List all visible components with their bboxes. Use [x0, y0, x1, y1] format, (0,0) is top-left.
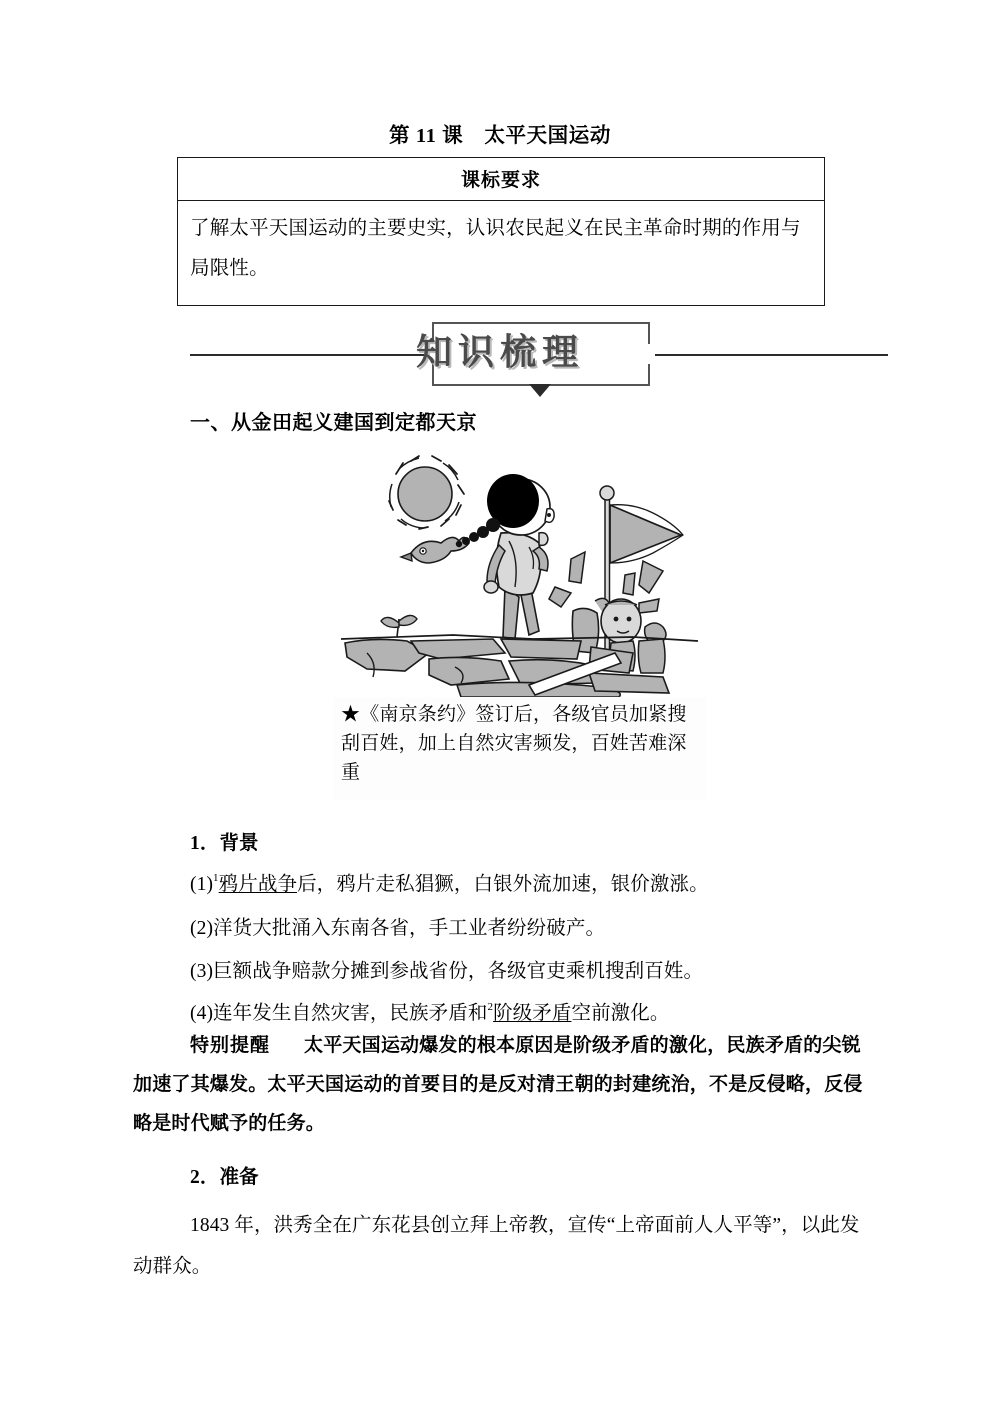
standard-requirement-body: 了解太平天国运动的主要史实，认识农民起义在民主革命时期的作用与局限性。	[190, 218, 801, 279]
taiping-cartoon-illustration	[333, 447, 706, 697]
item-2-rest: 洋货大批涌入东南各省，手工业者纷纷破产。	[213, 918, 606, 939]
preparation-paragraph	[133, 1205, 873, 1287]
item-4-mark: 2	[487, 1000, 494, 1013]
item-3-label: (3)	[190, 961, 214, 982]
item-4-underlined: 阶级矛盾	[493, 1003, 572, 1024]
item-1-underlined: 鸦片战争	[218, 874, 298, 895]
standard-requirement-box	[177, 157, 825, 306]
preparation-text: 1843 年，洪秀全在广东花县创立拜上帝教，宣传“上帝面前人人平等”，以此发动群众。	[133, 1215, 860, 1277]
triangle-down-icon	[529, 384, 551, 397]
item-4-label: (4)	[190, 1003, 214, 1024]
background-item-2	[190, 912, 870, 940]
standard-requirement-header: 课标要求	[178, 158, 824, 201]
page-title: 第 11 课 太平天国运动	[389, 125, 611, 147]
background-subhead: 1．背景	[190, 833, 259, 854]
item-3-rest: 巨额战争赔款分摊到参战省份，各级官吏乘机搜刮百姓。	[213, 961, 704, 982]
item-1-mark: 1	[213, 871, 219, 884]
background-item-4	[190, 997, 870, 1025]
item-1-label: (1)	[190, 874, 214, 895]
figure-container	[333, 447, 706, 800]
figure-caption: ★《南京条约》签订后，各级官员加紧搜刮百姓，加上自然灾害频发，百姓苦难深重	[341, 704, 687, 783]
preparation-subhead-wrap	[190, 1161, 870, 1189]
special-tip-label: 特别提醒	[190, 1034, 271, 1056]
section-heading-one: 一、从金田起义建国到定都天京	[190, 412, 477, 434]
background-item-3	[190, 955, 870, 983]
special-tip-block	[133, 1026, 873, 1143]
special-tip-text: 太平天国运动爆发的根本原因是阶级矛盾的激化，民族矛盾的尖锐加速了其爆发。太平天国运动的首要目的是反对清王朝的封建统治，不是反侵略，反侵略是时代赋予的任务。	[133, 1035, 863, 1134]
preparation-subhead: 2．准备	[190, 1167, 259, 1188]
background-subhead-wrap	[190, 827, 870, 855]
banner-label: 知识梳理	[415, 332, 584, 373]
item-4-rest: 空前激化。	[571, 1003, 670, 1024]
background-item-1	[190, 868, 870, 896]
item-4-prefix: 连年发生自然灾害，民族矛盾和	[213, 1003, 488, 1024]
item-2-label: (2)	[190, 918, 214, 939]
item-1-rest: 后，鸦片走私猖獗，白银外流加速，银价激涨。	[297, 874, 709, 895]
knowledge-review-banner	[0, 318, 1000, 396]
